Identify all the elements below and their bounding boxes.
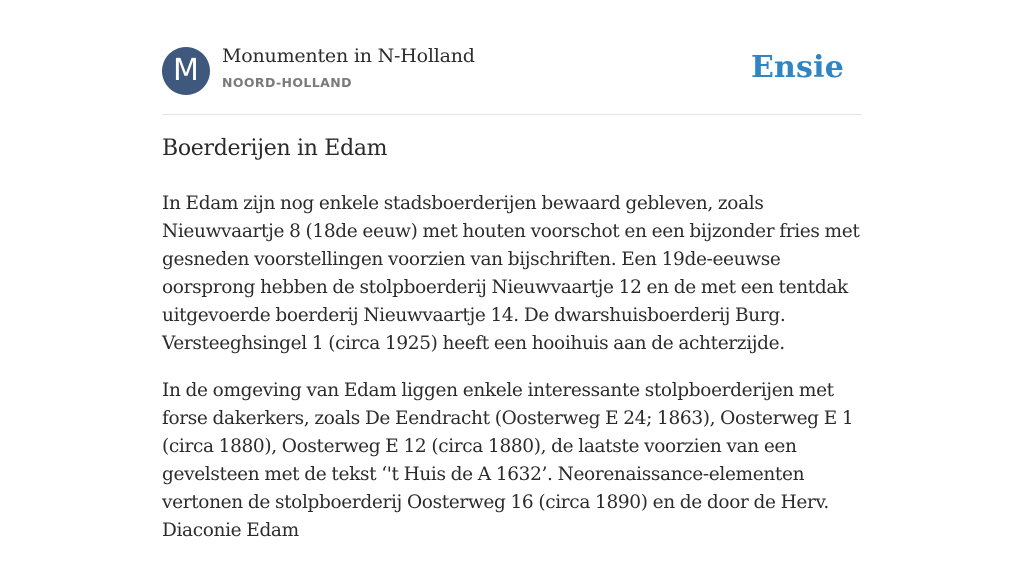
brand-logo[interactable]: Ensie (750, 50, 844, 85)
article-page (162, 0, 862, 541)
publication-subtitle[interactable]: NOORD-HOLLAND (222, 75, 352, 90)
paragraph: In Edam zijn nog enkele stadsboerderijen bewaard gebleven, zoals Nieuwvaartje 8 (18de eeuw) met houten voorschot en een bijzonder fries met gesneden voorstellingen voorzien van bijschriften. Een 19de-eeuwse oorsprong hebben de stolpboerderij Nieuwvaartje 12 en de met een tentdak uitgevoerde boerderij Nieuwvaartje 14. De dwarshuisboerderij Burg. Versteeghsingel 1 (circa 1925) heeft een hooihuis aan de achterzijde. (162, 193, 860, 354)
publication-name[interactable]: Monumenten in N-Holland (222, 45, 475, 67)
article-title: Boerderijen in Edam (162, 136, 388, 161)
avatar[interactable]: M (162, 47, 210, 95)
paragraph: In de omgeving van Edam liggen enkele interessante stolpboerderijen met forse dakerkers, zoals De Eendracht (Oosterweg E 24; 1863), Oosterweg E 1 (circa 1880), Oosterweg E 12 (circa 1880), de laatste voorzien van een gevelsteen met de tekst ‘'t Huis de A 1632’. Neorenaissance-elementen vertonen de stolpboerderij Oosterweg 16 (circa 1890) en de door de Herv. Diaconie Edam (162, 380, 854, 541)
article-body (162, 190, 862, 564)
header (162, 0, 862, 115)
